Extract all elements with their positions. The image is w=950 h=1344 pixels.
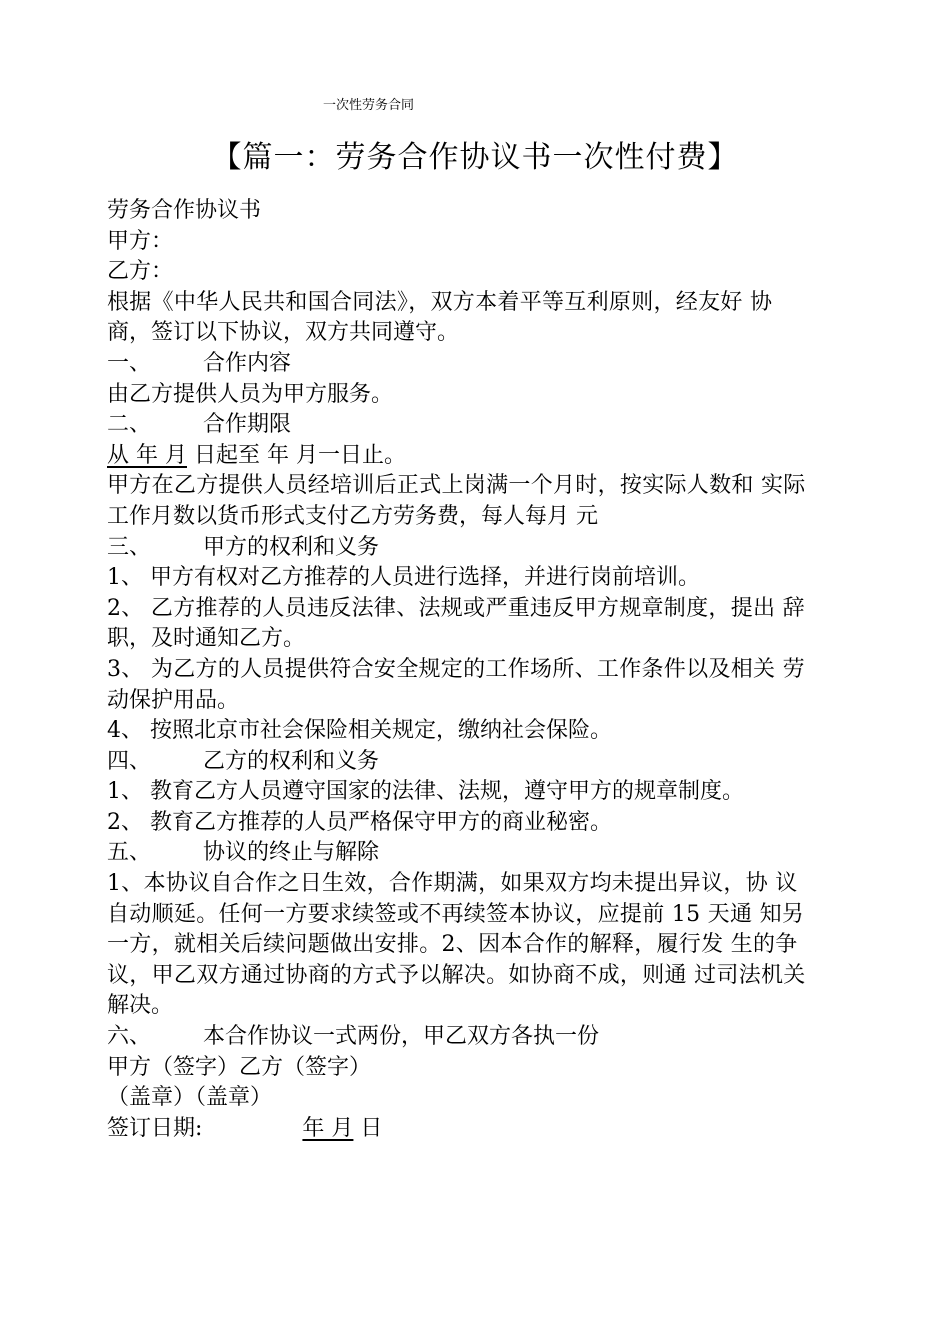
clause-5-line-5: 解决。 bbox=[107, 993, 174, 1019]
section-number: 三、 bbox=[107, 534, 152, 560]
section-6-heading bbox=[107, 1022, 857, 1053]
section-title: 协议的终止与解除 bbox=[203, 840, 380, 866]
section-number: 六、 bbox=[107, 1024, 152, 1050]
signing-date-label: 签订日期: bbox=[107, 1115, 203, 1141]
section-title: 本合作协议一式两份，甲乙双方各执一份 bbox=[203, 1024, 600, 1050]
clause-4-1: 1、 教育乙方人员遵守国家的法律、法规，遵守甲方的规章制度。 bbox=[107, 779, 744, 805]
clause-4-2: 2、 教育乙方推荐的人员严格保守甲方的商业秘密。 bbox=[107, 809, 612, 835]
payment-line-2: 工作月数以货币形式支付乙方劳务费，每人每月 元 bbox=[107, 503, 598, 529]
signature-line: 甲方（签字）乙方（签字） bbox=[107, 1054, 372, 1080]
party-a-line: 甲方： bbox=[107, 228, 174, 254]
document-body bbox=[107, 196, 857, 1144]
clause-5-line-4: 议，甲乙双方通过协商的方式予以解决。如协商不成，则通 过司法机关 bbox=[107, 962, 806, 988]
signing-date-underlined: 年 月 bbox=[302, 1115, 354, 1141]
section-2-heading bbox=[107, 410, 857, 441]
signing-date-line bbox=[107, 1114, 857, 1145]
section-number: 五、 bbox=[107, 840, 152, 866]
section-number: 二、 bbox=[107, 412, 152, 438]
clause-3-4: 4、 按照北京市社会保险相关规定，缴纳社会保险。 bbox=[107, 718, 612, 744]
preamble-line-2: 商，签订以下协议，双方共同遵守。 bbox=[107, 320, 460, 346]
term-middle: 日起至 年 bbox=[187, 442, 289, 468]
section-3-heading bbox=[107, 533, 857, 564]
section-1-text: 由乙方提供人员为甲方服务。 bbox=[107, 381, 394, 407]
clause-3-1: 1、 甲方有权对乙方推荐的人员进行选择，并进行岗前培训。 bbox=[107, 565, 700, 591]
term-end: 月一日止。 bbox=[289, 442, 406, 468]
clause-5-line-3: 一方，就相关后续问题做出安排。2、因本合作的解释，履行发 生的争 bbox=[107, 932, 798, 958]
seal-line: （盖章）（盖章） bbox=[107, 1085, 273, 1111]
agreement-name: 劳务合作协议书 bbox=[107, 198, 262, 223]
section-title: 甲方的权利和义务 bbox=[203, 534, 380, 560]
payment-line-1: 甲方在乙方提供人员经培训后正式上岗满一个月时，按实际人数和 实际 bbox=[107, 473, 806, 499]
clause-3-3-line-1: 3、 为乙方的人员提供符合安全规定的工作场所、工作条件以及相关 劳 bbox=[107, 656, 805, 682]
section-5-heading bbox=[107, 838, 857, 869]
signing-date-day: 日 bbox=[353, 1115, 383, 1141]
term-line bbox=[107, 441, 857, 472]
page-header: 一次性劳务合同 bbox=[323, 98, 415, 113]
clause-3-2-line-2: 职，及时通知乙方。 bbox=[107, 626, 306, 652]
section-title: 合作内容 bbox=[203, 350, 292, 376]
section-1-heading bbox=[107, 349, 857, 380]
section-number: 一、 bbox=[107, 350, 152, 376]
term-start-underlined: 从 年 月 bbox=[107, 442, 187, 468]
party-b-line: 乙方： bbox=[107, 259, 174, 285]
preamble-line-1: 根据《中华人民共和国合同法》，双方本着平等互利原则，经友好 协 bbox=[107, 289, 773, 315]
document-title: 【篇一：劳务合作协议书一次性付费】 bbox=[211, 140, 739, 175]
section-number: 四、 bbox=[107, 748, 152, 774]
clause-5-line-2: 自动顺延。任何一方要求续签或不再续签本协议，应提前 15 天通 知另 bbox=[107, 901, 805, 927]
clause-3-3-line-2: 动保护用品。 bbox=[107, 687, 240, 713]
section-4-heading bbox=[107, 747, 857, 778]
section-title: 乙方的权利和义务 bbox=[203, 748, 380, 774]
section-title: 合作期限 bbox=[203, 412, 292, 438]
clause-3-2-line-1: 2、 乙方推荐的人员违反法律、法规或严重违反甲方规章制度，提出 辞 bbox=[107, 595, 805, 621]
clause-5-line-1: 1、本协议自合作之日生效，合作期满，如果双方均未提出异议，协 议 bbox=[107, 871, 798, 897]
